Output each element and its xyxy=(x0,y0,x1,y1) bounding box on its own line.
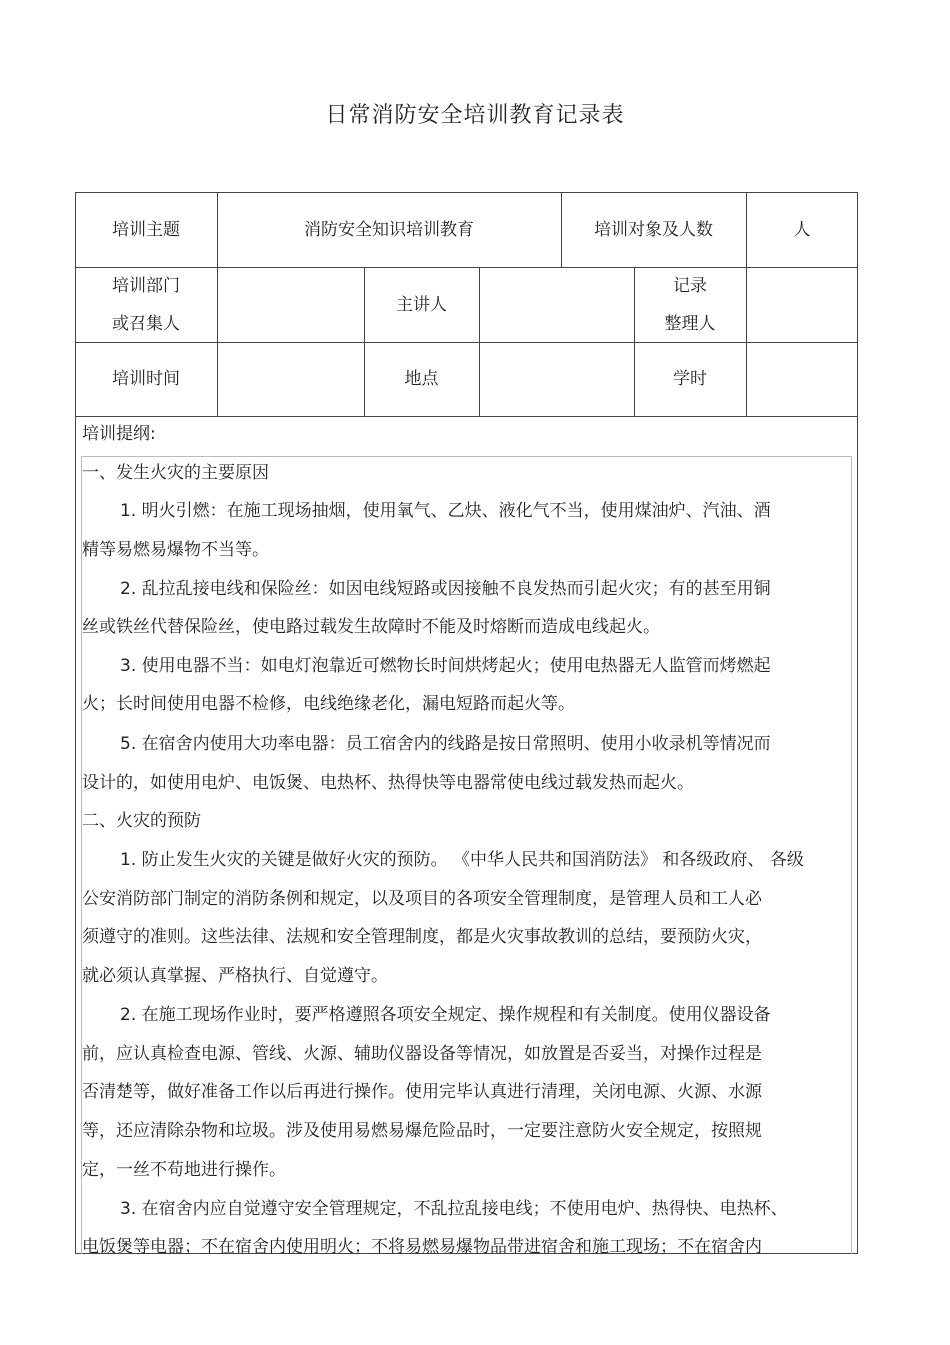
outline-line: 火；长时间使用电器不检修，电线绝缘老化，漏电短路而起火等。 xyxy=(82,694,575,714)
outline-line: 电饭煲等电器；不在宿舍内使用明火；不将易燃易爆物品带进宿舍和施工现场；不在宿舍内 xyxy=(82,1237,762,1257)
outline-line: 5. 在宿舍内使用大功率电器：员工宿舍内的线路是按日常照明、使用小收录机等情况而 xyxy=(120,734,771,754)
outline-line: 等，还应清除杂物和垃圾。涉及使用易燃易爆危险品时，一定要注意防火安全规定，按照规 xyxy=(82,1121,762,1141)
time-value xyxy=(217,342,364,416)
dept-label xyxy=(75,267,217,342)
audience-label: 培训对象及人数 xyxy=(594,219,713,240)
row-divider xyxy=(75,416,858,417)
place-value xyxy=(479,342,634,416)
outline-line: 否清楚等，做好准备工作以后再进行操作。使用完毕认真进行清理，关闭电源、火源、水源 xyxy=(82,1082,762,1102)
recorder-value xyxy=(746,267,858,342)
place-label: 地点 xyxy=(404,369,439,389)
topic-label: 培训主题 xyxy=(112,219,180,240)
outline-line: 3. 在宿舍内应自觉遵守安全管理规定，不乱拉乱接电线；不使用电炉、热得快、电热杯、 xyxy=(120,1199,788,1219)
recorder-label-line1: 记录 xyxy=(673,275,707,296)
dept-label-line1: 培训部门 xyxy=(112,275,180,296)
topic-value: 消防安全知识培训教育 xyxy=(304,219,474,240)
dept-value xyxy=(217,267,364,342)
outline-line: 3. 使用电器不当：如电灯泡靠近可燃物长时间烘烤起火；使用电热器无人监管而烤燃起 xyxy=(120,656,771,676)
recorder-label xyxy=(634,267,746,342)
outline-heading: 一、发生火灾的主要原因 xyxy=(82,463,269,483)
hours-label: 学时 xyxy=(673,369,707,389)
outline-line: 设计的，如使用电炉、电饭煲、电热杯、热得快等电器常使电线过载发热而起火。 xyxy=(82,773,694,793)
outline-line: 2. 在施工现场作业时，要严格遵照各项安全规定、操作规程和有关制度。使用仪器设备 xyxy=(120,1005,771,1025)
outline-line: 就必须认真掌握、严格执行、自觉遵守。 xyxy=(82,966,388,986)
outline-line: 须遵守的准则。这些法律、法规和安全管理制度，都是火灾事故教训的总结，要预防火灾， xyxy=(82,927,762,947)
outline-line: 精等易燃易爆物不当等。 xyxy=(82,540,269,560)
outline-line: 公安消防部门制定的消防条例和规定，以及项目的各项安全管理制度，是管理人员和工人必 xyxy=(82,889,762,909)
outline-line: 前，应认真检查电源、管线、火源、辅助仪器设备等情况，如放置是否妥当，对操作过程是 xyxy=(82,1044,762,1064)
recorder-label-line2: 整理人 xyxy=(664,313,716,334)
outline-line: 1. 防止发生火灾的关键是做好火灾的预防。 《中华人民共和国消防法》 和各级政府、 各级 xyxy=(120,850,804,870)
dept-label-line2: 或召集人 xyxy=(112,313,180,334)
page-title: 日常消防安全培训教育记录表 xyxy=(325,103,625,128)
hours-value xyxy=(746,342,858,416)
speaker-label: 主讲人 xyxy=(396,294,447,315)
time-label: 培训时间 xyxy=(112,369,180,389)
outline-line: 定，一丝不苟地进行操作。 xyxy=(82,1160,286,1180)
speaker-value xyxy=(479,267,634,342)
outline-line: 1. 明火引燃：在施工现场抽烟，使用氧气、乙炔、液化气不当，使用煤油炉、汽油、酒 xyxy=(120,501,771,521)
outline-heading: 二、火灾的预防 xyxy=(82,811,201,831)
outline-label: 培训提纲: xyxy=(82,424,156,444)
outline-line: 2. 乱拉乱接电线和保险丝：如因电线短路或因接触不良发热而引起火灾；有的甚至用铜 xyxy=(120,579,771,599)
audience-value: 人 xyxy=(793,219,811,240)
outline-line: 丝或铁丝代替保险丝，使电路过载发生故障时不能及时熔断而造成电线起火。 xyxy=(82,617,660,637)
